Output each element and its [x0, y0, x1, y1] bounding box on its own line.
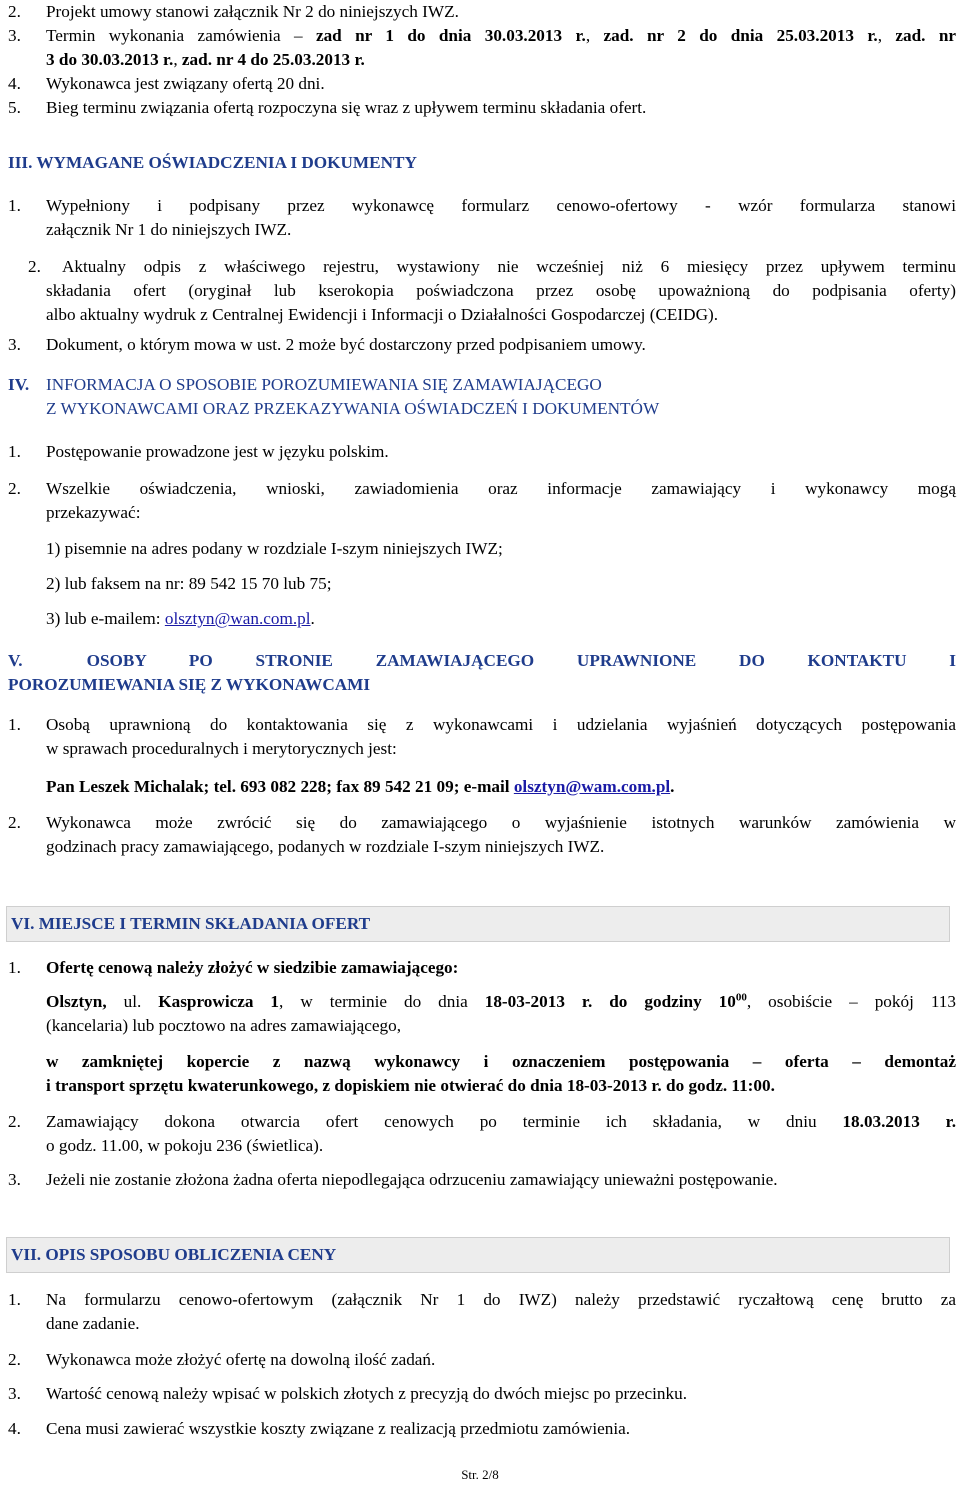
item-number: 2.: [8, 2, 21, 21]
item-text-line-2: 3 do 30.03.2013 r., zad. nr 4 do 25.03.2013 r.: [46, 50, 365, 69]
contact-email-link[interactable]: olsztyn@wam.com.pl: [513, 777, 671, 796]
sec7-item-4: 4. Cena musi zawierać wszystkie koszty związane z realizacją przedmiotu zamówienia.: [8, 1419, 631, 1438]
section-7-heading: VII. OPIS SPOSOBU OBLICZENIA CENY: [6, 1237, 950, 1273]
item-text: Wykonawca jest związany ofertą 20 dni.: [46, 74, 325, 93]
item-number: 1.: [8, 196, 21, 215]
sec3-item-1: 1. Wypełniony i podpisany przez wykonawcę formularz cenowo-ofertowy - wzór formularza stanowi załącznik Nr 1 do niniejszych IWZ.: [8, 196, 956, 239]
contact-person: Pan Leszek Michalak; tel. 693 082 228; fax 89 542 21 09; e-mail olsztyn@wam.com.pl.: [46, 777, 675, 796]
sec4-sub-3: 3) lub e-mailem: olsztyn@wan.com.pl.: [46, 609, 315, 628]
item-number: 4.: [8, 74, 21, 93]
sec7-item-3: 3. Wartość cenową należy wpisać w polskich złotych z precyzją do dwóch miejsc po przecinku.: [8, 1384, 687, 1403]
section-3-heading: III. WYMAGANE OŚWIADCZENIA I DOKUMENTY: [8, 153, 417, 172]
item-text: Projekt umowy stanowi załącznik Nr 2 do niniejszych IWZ.: [46, 2, 459, 21]
item-text-line-1: Termin wykonania zamówienia – zad nr 1 do dnia 30.03.2013 r., zad. nr 2 do dnia 25.03.2013 r., zad. nr: [46, 26, 957, 45]
item-number: 3.: [8, 26, 21, 45]
sec6-address: Olsztyn, ul. Kasprowicza 1, w terminie do dnia 18-03-2013 r. do godziny $10^{00}$, osobiście – pokój 113 (kancelaria) lub pocztowo na adres zamawiającego,: [46, 991, 956, 1035]
item-text: Bieg terminu związania ofertą rozpoczyna się wraz z upływem terminu składania ofert.: [46, 98, 647, 117]
sec3-item-2: 2. Aktualny odpis z właściwego rejestru, wystawiony nie wcześniej niż 6 miesięcy przez upływem terminu składania ofert (oryginał lub kserokopia poświadczona przez osobę upoważnioną do podpisania oferty) albo aktualny wydruk z Centralnej Ewidencji i Informacji o Działalności Gospodarczej (CEIDG).: [28, 257, 956, 324]
list-item-5: [8, 96, 956, 120]
sec6-item-3: 3. Jeżeli nie zostanie złożona żadna oferta niepodlegająca odrzuceniu zamawiający unieważni postępowanie.: [8, 1170, 778, 1189]
section-6-heading: VI. MIEJSCE I TERMIN SKŁADANIA OFERT: [6, 906, 950, 942]
item-number: 3.: [8, 335, 21, 354]
sec5-item-2: 2. Wykonawca może zwrócić się do zamawiającego o wyjaśnienie istotnych warunków zamówienia w godzinach pracy zamawiającego, podanych w rozdziale I-szym niniejszych IWZ.: [8, 813, 956, 856]
sec4-sub-1: 1) pisemnie na adres podany w rozdziale I-szym niniejszych IWZ;: [46, 539, 503, 558]
sec5-item-1: 1. Osobą uprawnioną do kontaktowania się z wykonawcami i udzielania wyjaśnień dotyczących postępowania w sprawach proceduralnych i merytorycznych jest:: [8, 715, 956, 758]
page-number: Str. 2/8: [461, 1467, 499, 1482]
sec7-item-2: 2. Wykonawca może złożyć ofertę na dowolną ilość zadań.: [8, 1350, 436, 1369]
sec4-item-2: 2. Wszelkie oświadczenia, wnioski, zawiadomienia oraz informacje zamawiający i wykonawcy mogą przekazywać:: [8, 479, 956, 522]
email-link[interactable]: olsztyn@wan.com.pl: [164, 609, 311, 628]
list-item-2: [8, 0, 956, 24]
sec6-item-1: 1. Ofertę cenową należy złożyć w siedzibie zamawiającego:: [8, 958, 459, 977]
sec4-sub-2: 2) lub faksem na nr: 89 542 15 70 lub 75;: [46, 574, 332, 593]
item-number: 5.: [8, 98, 21, 117]
sec4-item-1: 1. Postępowanie prowadzone jest w języku polskim.: [8, 442, 389, 461]
item-number: 2.: [28, 257, 41, 276]
section-5-heading: V. OSOBY PO STRONIE ZAMAWIAJĄCEGO UPRAWNIONE DO KONTAKTU I POROZUMIEWANIA SIĘ Z WYKONAWCAMI: [8, 651, 956, 694]
section-4-heading: IV. INFORMACJA O SPOSOBIE POROZUMIEWANIA SIĘ ZAMAWIAJĄCEGO Z WYKONAWCAMI ORAZ PRZEKAZYWANIA OŚWIADCZEŃ I DOKUMENTÓW: [8, 375, 660, 418]
sec6-item-2: 2. Zamawiający dokona otwarcia ofert cenowych po terminie ich składania, w dniu 18.03.2013 r. o godz. 11.00, w pokoju 236 (świetlica).: [8, 1112, 956, 1155]
sec7-item-1: 1. Na formularzu cenowo-ofertowym (załącznik Nr 1 do IWZ) należy przedstawić ryczałtową cenę brutto za dane zadanie.: [8, 1290, 956, 1333]
list-item-4: [8, 72, 956, 96]
sec3-item-3: 3. Dokument, o którym mowa w ust. 2 może być dostarczony przed podpisaniem umowy.: [8, 333, 956, 357]
sec6-envelope: w zamkniętej kopercie z nazwą wykonawcy i oznaczeniem postępowania – oferta – demontaż i transport sprzętu kwaterunkowego, z dopiskiem nie otwierać do dnia 18-03-2013 r. do godz. 11:00.: [46, 1052, 956, 1095]
list-item-3: [8, 24, 956, 72]
